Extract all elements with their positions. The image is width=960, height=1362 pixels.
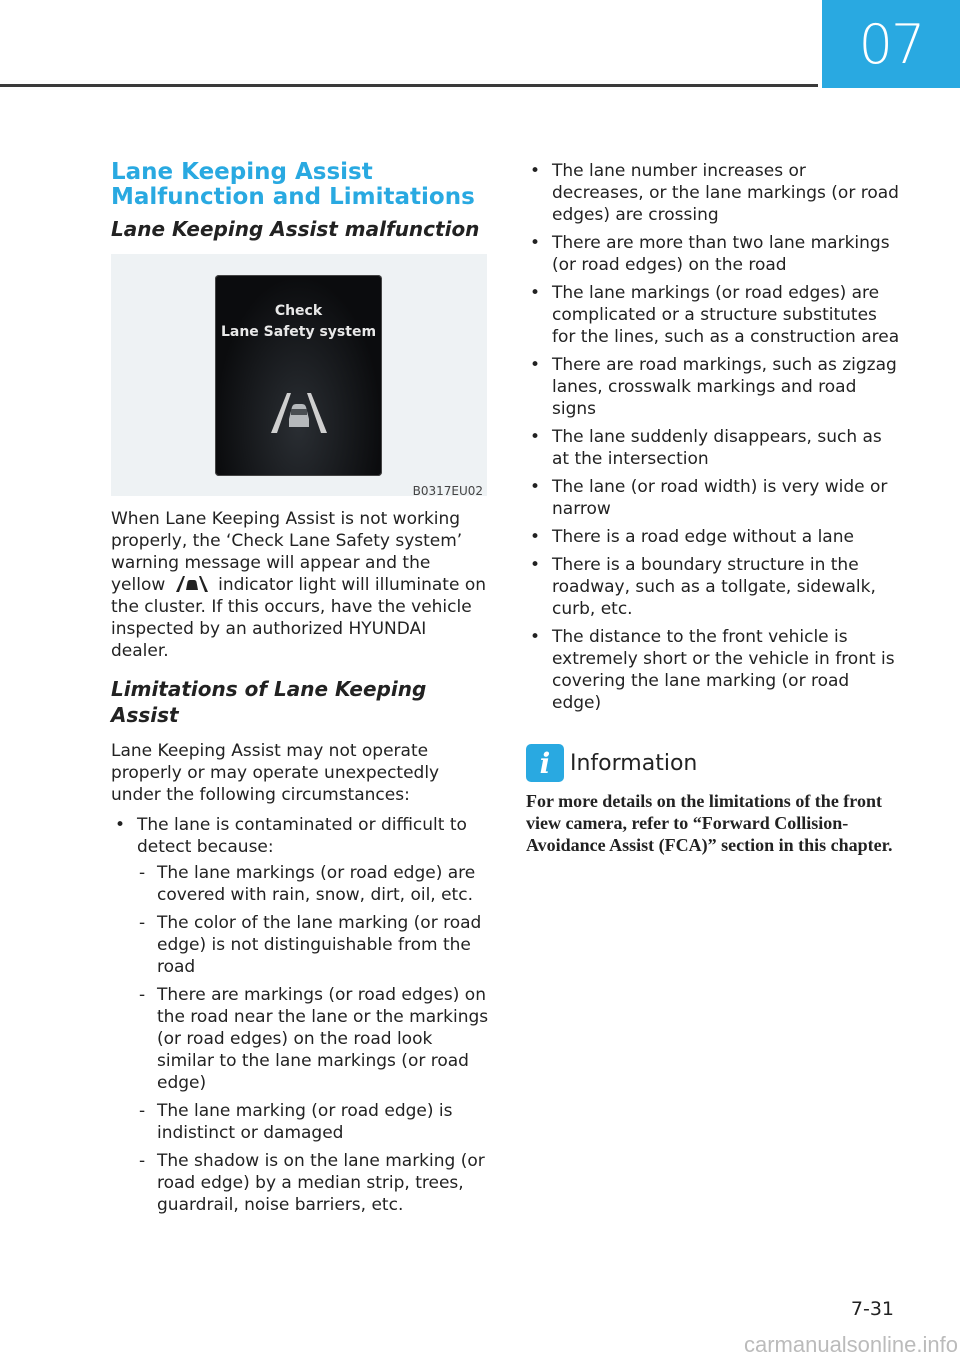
list-item (111, 814, 489, 1216)
left-column (111, 160, 489, 1222)
display-message-line1: Check (274, 303, 323, 319)
lane-safety-car-icon (267, 389, 331, 435)
list-item: • There is a road edge without a lane (526, 526, 902, 548)
lane-keeping-indicator-icon (175, 575, 209, 593)
malfunction-text-after-icon: indicator light will illuminate on the cluster. If this occurs, have the vehicle inspected by an authorized HYUNDAI dealer. (111, 575, 487, 661)
display-message-line2: Lane Safety system (220, 324, 377, 340)
page-number: 7-31 (850, 1298, 894, 1320)
list-item: • The lane (or road width) is very wide or narrow (526, 476, 902, 520)
list-item: • There are road markings, such as zigzag lanes, crosswalk markings and road signs (526, 354, 902, 420)
section-title: Lane Keeping Assist Malfunction and Limitations (111, 159, 475, 210)
list-item: • The distance to the front vehicle is extremely short or the vehicle in front is covering the lane marking (or road edge) (526, 626, 902, 714)
limitations-intro: Lane Keeping Assist may not operate properly or may operate unexpectedly under the following circumstances: (111, 741, 440, 805)
watermark: carmanualsonline.info (743, 1332, 958, 1357)
right-column (526, 160, 902, 856)
list-item: • The lane markings (or road edges) are complicated or a structure substitutes for the lines, such as a construction area (526, 282, 902, 348)
list-item: • There are more than two lane markings (or road edges) on the road (526, 232, 902, 276)
limitations-list-right (526, 160, 902, 714)
sub-list-item: - The lane marking (or road edge) is indistinct or damaged (137, 1100, 489, 1144)
sub-list (137, 862, 489, 1216)
malfunction-paragraph (111, 508, 489, 662)
cluster-warning-figure (111, 254, 487, 496)
list-item: • The lane suddenly disappears, such as at the intersection (526, 426, 902, 470)
sub-list-item: - The shadow is on the lane marking (or road edge) by a median strip, trees, guardrail, noise barriers, etc. (137, 1150, 489, 1216)
chapter-tab (822, 0, 960, 88)
info-title: Information (570, 750, 698, 776)
sub-list-item: - There are markings (or road edges) on the road near the lane or the markings (or road edges) on the road look similar to the lane markings (or road edge) (137, 984, 489, 1094)
cluster-display (215, 275, 382, 476)
malfunction-heading: Lane Keeping Assist malfunction (111, 217, 480, 241)
sub-list-item: - The lane markings (or road edge) are covered with rain, snow, dirt, oil, etc. (137, 862, 489, 906)
malfunction-text-before-icon: When Lane Keeping Assist is not working properly, the ‘Check Lane Safety system’ warning message will appear and the yellow (111, 509, 463, 595)
chapter-number: 07 (858, 12, 924, 76)
limitations-list-left (111, 814, 489, 1216)
info-header (526, 744, 902, 782)
header-rule (0, 84, 818, 87)
info-text: For more details on the limitations of the front view camera, refer to “Forward Collision-Avoidance Assist (FCA)” section in this chapter. (526, 791, 893, 855)
sub-list-item: - The color of the lane marking (or road edge) is not distinguishable from the road (137, 912, 489, 978)
list-item: • The lane number increases or decreases, or the lane markings (or road edges) are crossing (526, 160, 902, 226)
list-item: • There is a boundary structure in the roadway, such as a tollgate, sidewalk, curb, etc. (526, 554, 902, 620)
bullet-text: The lane is contaminated or difficult to detect because: (137, 815, 467, 857)
figure-code: B0317EU02 (412, 484, 483, 498)
information-icon: i (526, 744, 564, 782)
limitations-heading: Limitations of Lane Keeping Assist (111, 677, 427, 727)
